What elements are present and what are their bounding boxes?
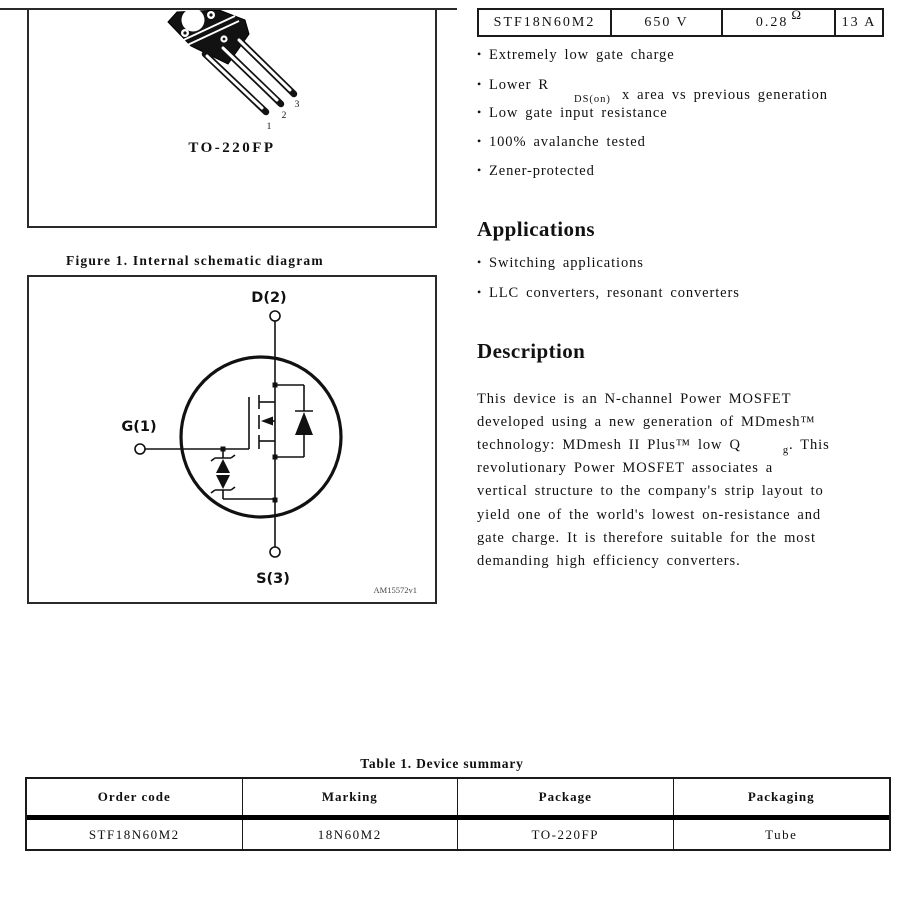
description-line: gate charge. It is therefore suitable for the most (477, 530, 816, 546)
cell-marking: 18N60M2 (243, 820, 459, 849)
table-row (27, 820, 889, 849)
feature-text: Extremely low gate charge (489, 47, 675, 63)
drain-label: D(2) (251, 290, 287, 306)
schematic-diagram-box (27, 275, 437, 604)
feature-item-5 (477, 163, 595, 180)
package-illustration (29, 10, 435, 226)
device-table-caption: Table 1. Device summary (360, 756, 524, 771)
bullet-icon: • (477, 134, 483, 148)
application-item-2 (477, 285, 740, 302)
ohm-unit: Ω (791, 6, 802, 22)
feature-item-2-wrap (574, 87, 828, 104)
description-line: demanding high efficiency converters. (477, 553, 741, 569)
description-line-part: . This (788, 437, 830, 453)
application-text: LLC converters, resonant converters (489, 285, 740, 301)
ratings-summary-table (477, 8, 884, 37)
application-item-1 (477, 255, 644, 272)
bullet-icon: • (477, 47, 483, 61)
cell-packaging: Tube (765, 826, 798, 842)
feature-item-3 (477, 105, 668, 122)
mosfet-schematic (29, 277, 435, 602)
package-name-label: TO-220FP (188, 140, 276, 156)
feature-item-4 (477, 134, 646, 151)
pin3-number: 3 (294, 100, 300, 110)
header-order-code: Order code (27, 779, 243, 815)
bullet-icon: • (477, 255, 483, 269)
header-packaging: Packaging (747, 789, 815, 804)
cell-order-code: STF18N60M2 (27, 820, 243, 849)
description-line: vertical structure to the company's strip layout to (477, 483, 824, 499)
voltage-cell: 650 V (612, 10, 723, 35)
part-number-cell: STF18N60M2 (479, 10, 612, 35)
header-marking: Marking (243, 779, 459, 815)
package-image-box (27, 10, 437, 228)
header-package: Package (458, 779, 674, 815)
gate-terminal (135, 444, 145, 454)
description-line: This device is an N-channel Power MOSFET (477, 391, 792, 407)
feature-item-1 (477, 47, 675, 64)
gate-label: G(1) (121, 419, 157, 435)
feature-text: Zener-protected (489, 163, 595, 179)
drain-terminal (270, 311, 280, 321)
feature-text: x area vs previous generation (621, 87, 828, 103)
figure-caption: Figure 1. Internal schematic diagram (66, 253, 324, 268)
feature-text: Low gate input resistance (489, 105, 668, 121)
description-line: revolutionary Power MOSFET associates a (477, 460, 774, 476)
transistor-envelope-circle (181, 357, 341, 517)
resistance-value: 0.28 (755, 14, 789, 30)
device-summary-table (25, 777, 891, 851)
source-terminal (270, 547, 280, 557)
pin1-number: 1 (266, 122, 272, 132)
qg-subscript: g (782, 445, 789, 456)
gate-zener-diodes (211, 449, 275, 499)
description-line: developed using a new generation of MDmesh™ (477, 414, 816, 430)
source-label: S(3) (256, 571, 290, 587)
mosfet-symbol (249, 395, 275, 449)
description-title: Description (477, 339, 586, 363)
description-line-part: technology: MDmesh II Plus™ low Q (477, 437, 741, 453)
bullet-icon: • (477, 105, 483, 119)
feature-item-2 (477, 77, 549, 94)
description-line (477, 437, 830, 454)
schematic-watermark: AM15572v1 (373, 585, 417, 595)
rdson-subscript: DS(on) (574, 94, 611, 105)
applications-title: Applications (477, 217, 595, 241)
current-cell: 13 A (841, 14, 877, 30)
cell-package: TO-220FP (458, 820, 674, 849)
description-line: yield one of the world's lowest on-resistance and (477, 507, 822, 523)
application-text: Switching applications (489, 255, 644, 271)
feature-text: 100% avalanche tested (489, 134, 646, 150)
feature-text: Lower R (489, 77, 549, 93)
body-diode (275, 385, 313, 457)
bullet-icon: • (477, 77, 483, 91)
resistance-cell (723, 6, 836, 35)
bullet-icon: • (477, 285, 483, 299)
table-header-row (27, 779, 889, 820)
bullet-icon: • (477, 163, 483, 177)
pin2-number: 2 (281, 111, 287, 121)
